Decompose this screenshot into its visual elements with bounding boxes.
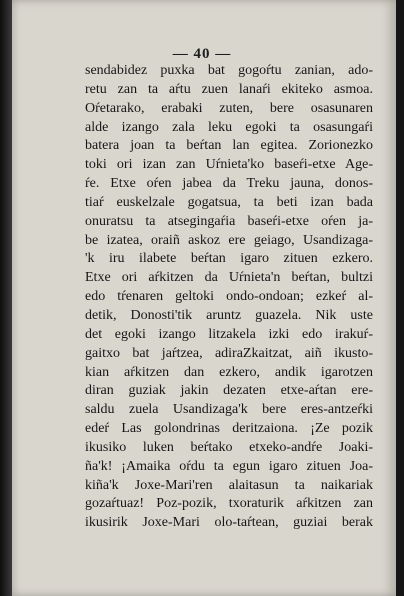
text-line: tiaŕ euskelzale gogatsua, ta beti izan bada <box>85 194 373 210</box>
text-line: ikusirik Joxe-Mari olo-taŕtean, guziai berak <box>85 515 373 531</box>
text-line: saldu zuela Usandizaga'k bere eres-antzeŕki <box>85 402 373 418</box>
text-line: gaitxo bat jaŕtzea, adiraZkaitzat, aiñ ikusto- <box>85 345 373 361</box>
text-line: edo tŕenaren geltoki ondo-ondoan; ezkeŕ al- <box>85 289 373 305</box>
text-line: toki ori izan zan Uŕnieta'ko baseŕi-etxe Age- <box>85 157 373 173</box>
text-line: batera joan ta beŕtan lan egitea. Zorionezko <box>85 138 373 154</box>
text-line: be izatea, oraiñ askoz ere geiago, Usandizaga- <box>85 232 373 248</box>
text-line: alde izango zala leku egoki ta osasungaŕi <box>85 119 373 135</box>
text-line: kian aŕkitzen dan ezkero, andik igarotzen <box>85 364 373 380</box>
text-line: ikusiko luken beŕtako etxeko-andŕe Joaki- <box>85 439 373 455</box>
body-text <box>85 62 373 533</box>
page-number: — 40 — <box>172 46 232 62</box>
text-line: Oŕetarako, erabaki zuten, bere osasunaren <box>85 100 373 116</box>
text-line: onuratsu ta atsegingaŕia baseŕi-etxe oŕen ja- <box>85 213 373 229</box>
text-line: diran guziak jakin dezaten etxe-aŕtan ere- <box>85 383 373 399</box>
text-line: sendabidez puxka bat gogoŕtu zanian, ado- <box>85 63 373 78</box>
text-line: kiña'k Joxe-Mari'ren alaitasun ta naikariak <box>85 477 373 493</box>
text-line: edeŕ Las golondrinas deritzaiona. ¡Ze pozik <box>85 421 373 437</box>
book-gutter-shadow <box>0 0 12 596</box>
text-line: ŕe. Etxe oŕen jabea da Treku jauna, donos- <box>85 176 373 192</box>
text-line: ña'k! ¡Amaika oŕdu ta egun igaro zituen Joa- <box>85 458 373 474</box>
text-line: 'k iru ilabete beŕtan igaro zituen ezkero. <box>85 251 373 267</box>
text-line: det egoki izango litzakela izki edo irakuŕ- <box>85 326 373 342</box>
text-line: gozaŕtuaz! Poz-pozik, txoraturik aŕkitzen zan <box>85 496 373 512</box>
text-line: retu zan ta aŕtu zuen lanaŕi ekiteko asmoa. <box>85 81 373 97</box>
text-line: Etxe ori aŕkitzen da Uŕnieta'n beŕtan, bultzi <box>85 270 373 286</box>
text-line: detik, Donosti'tik aruntz guazela. Nik uste <box>85 307 373 323</box>
